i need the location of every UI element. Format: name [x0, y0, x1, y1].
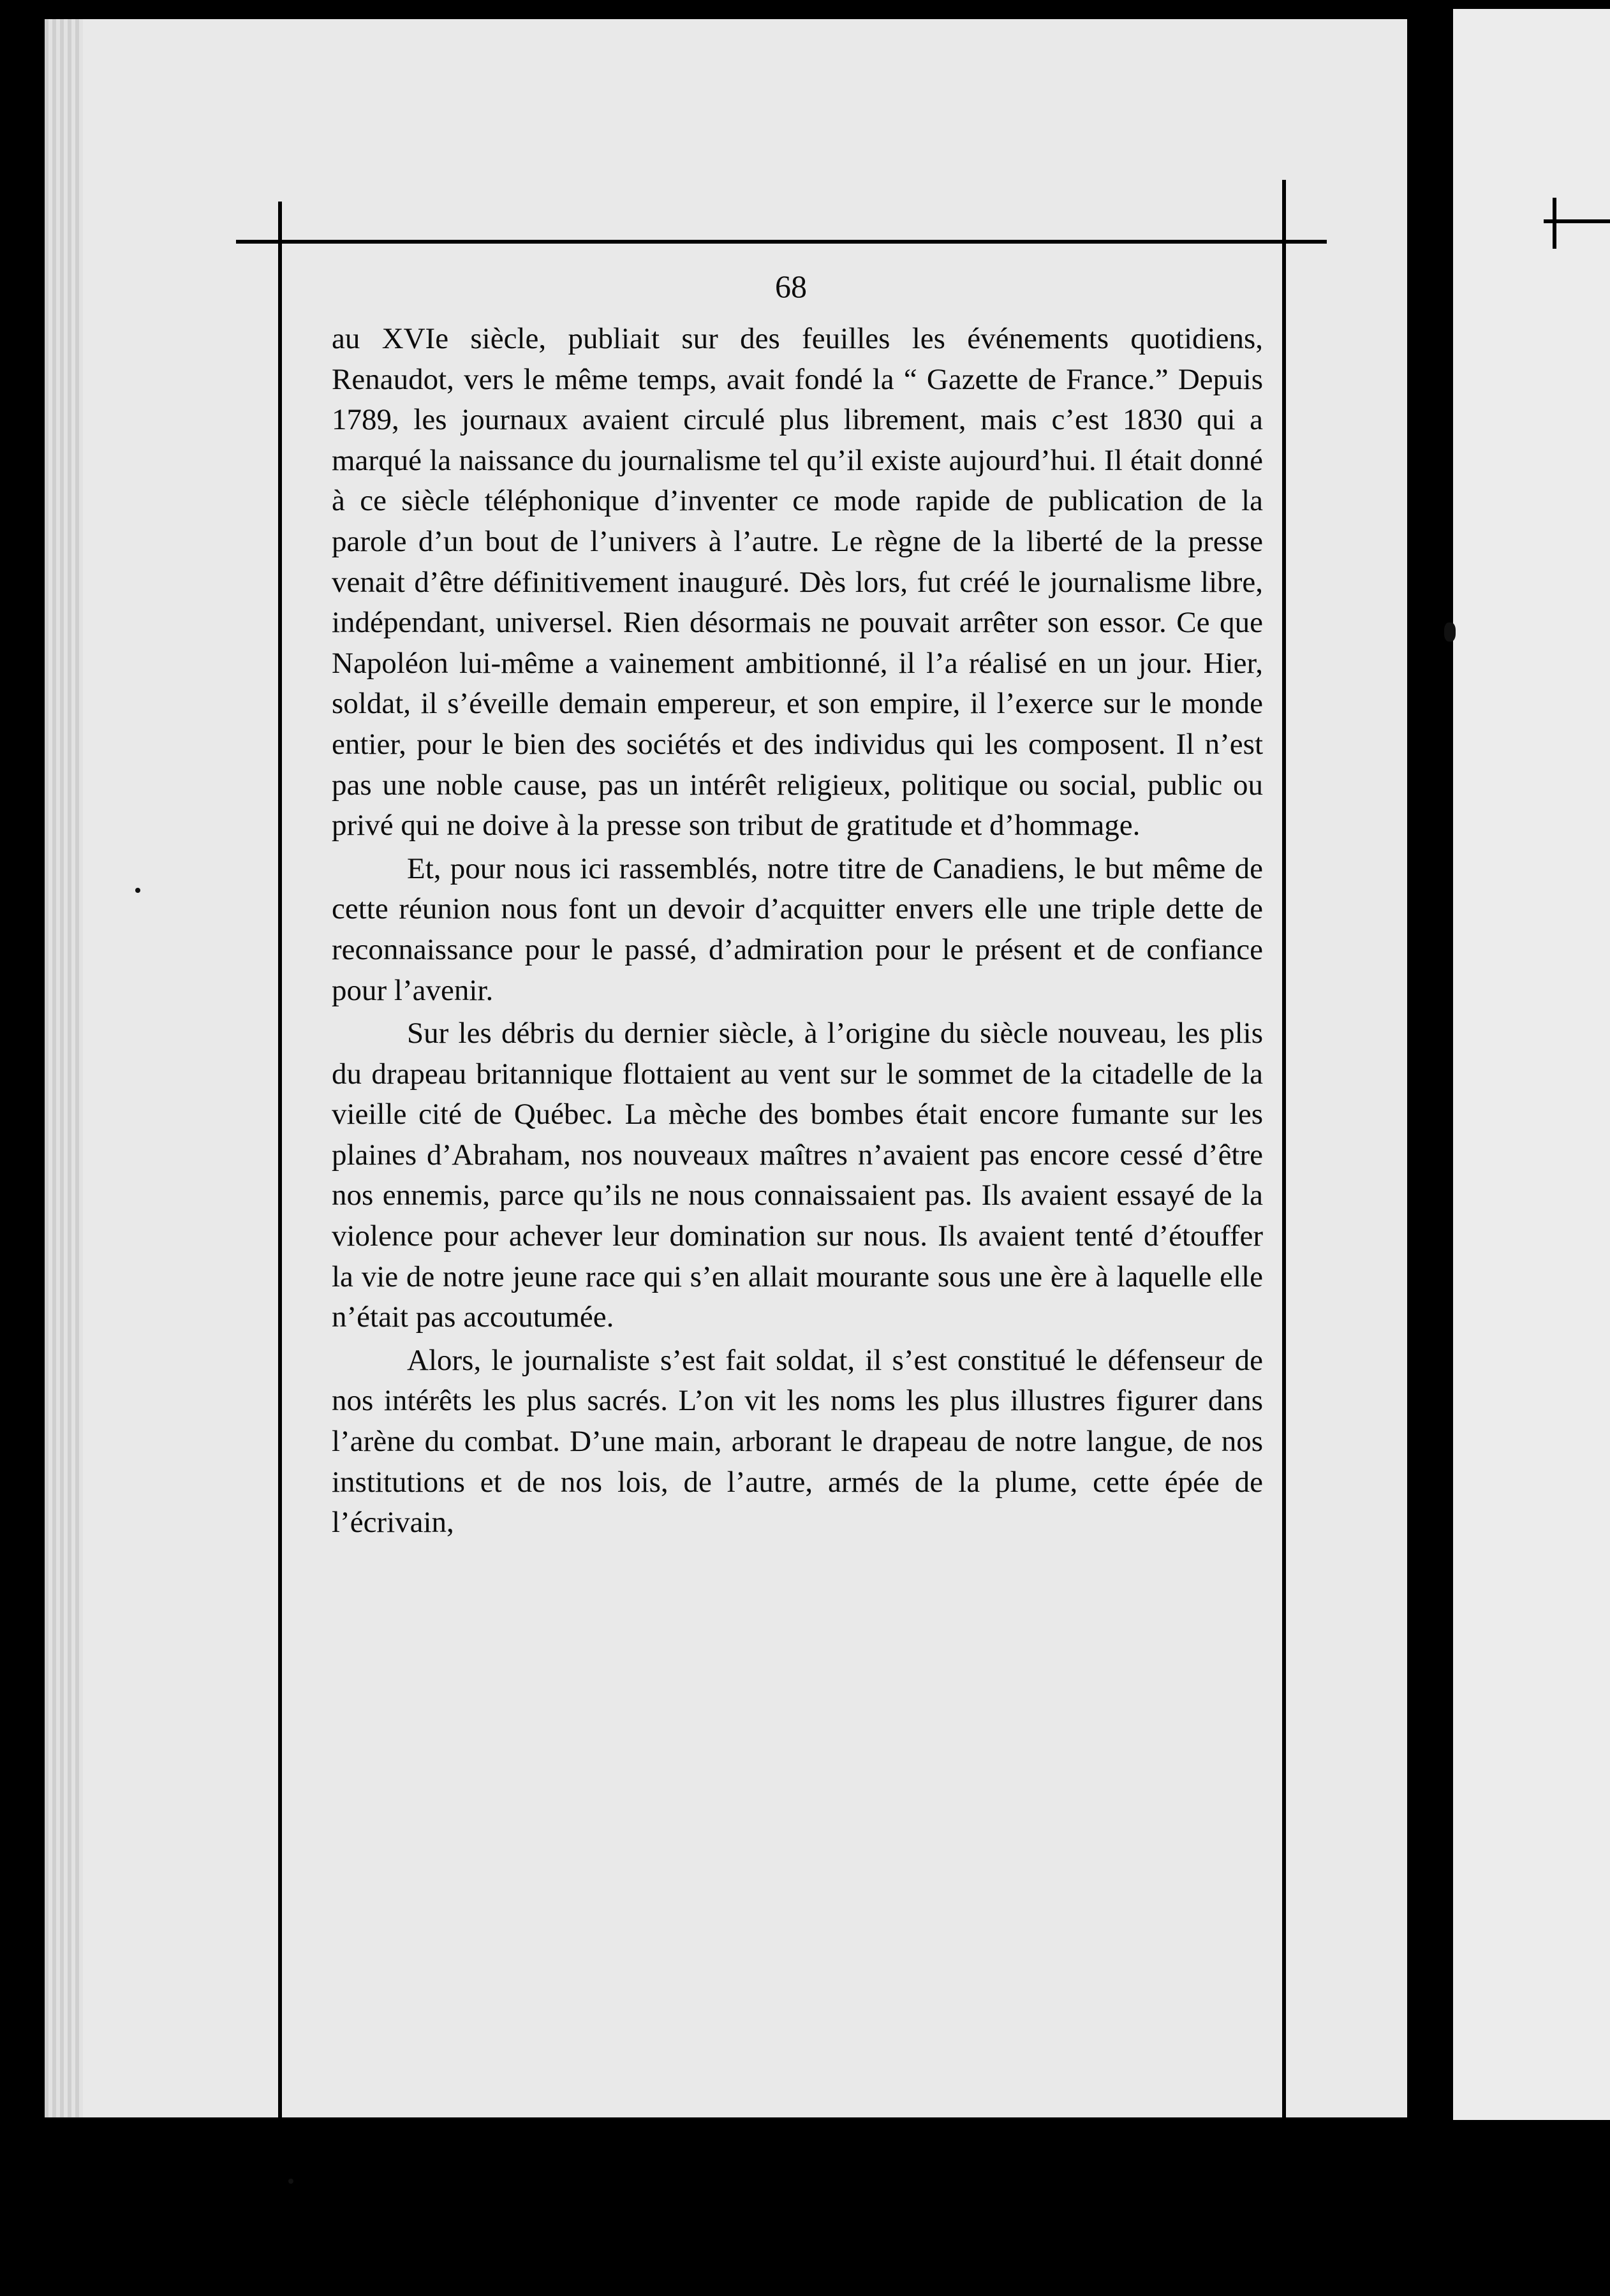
right-page-edge: [1453, 9, 1610, 2120]
ink-speck: [288, 2179, 293, 2184]
right-page-frame-bottom: [1553, 2231, 1610, 2235]
ink-speck: [135, 888, 140, 893]
page-edge: [45, 19, 83, 2117]
paragraph-4: Alors, le journaliste s’est fait soldat, il s’est constitué le défenseur de nos intérêts les plus sacrés. L’on vit les noms les plus illustres figurer dans l’arène du combat. D’une main, arborant le drapeau de notre langue, de nos institutions et de nos lois, de l’autre, armés de la plume, cette épée de l’écrivain,: [332, 1343, 1263, 1540]
frame-right-top-extension: [1282, 180, 1286, 250]
paragraph-1: au XVIe siècle, publiait sur des feuilles les événements quotidiens, Renaudot, vers le même temps, avait fondé la “ Gazette de France.” Depuis 1789, les journaux avaient circulé plus librement, mais c’est 1830 qui a marqué la naissance du journalisme tel qu’il existe aujourd’hui. Il était donné à ce siècle téléphonique d’inventer ce mode rapide de publication de la parole d’un bout de l’univers à l’autre. Le règne de la liberté de la presse venait d’être définitivement inauguré. Dès lors, fut créé le journalisme libre, indépendant, universel. Rien désormais ne pouvait arrêter son essor. Ce que Napoléon lui-même a vainement ambitionné, il l’a réalisé en un jour. Hier, soldat, il s’éveille demain empereur, et son empire, il l’exerce sur le monde entier, pour le bien des sociétés et des individus qui les composent. Il n’est pas une noble cause, pas un intérêt religieux, politique ou social, public ou privé qui ne doive à la presse son tribut de gratitude et d’hommage.: [332, 322, 1263, 843]
frame-top-rule: [236, 240, 1327, 244]
body-text: [332, 319, 1263, 1543]
frame-bottom-horizontal: [271, 2248, 1362, 2251]
page-number: 68: [775, 269, 807, 304]
frame-right-vertical: [1282, 180, 1286, 2218]
right-page-frame-vertical: [1553, 198, 1556, 249]
paragraph-3: Sur les débris du dernier siècle, à l’origine du siècle nouveau, les plis du drapeau britannique flottaient au vent sur le sommet de la citadelle de la vieille cité de Québec. La mèche des bombes était encore fumante sur les plaines d’Abraham, nos nouveaux maîtres n’avaient pas encore cessé d’être nos ennemis, parce qu’ils ne nous connaissaient pas. Ils avaient essayé de la violence pour achever leur domination sur nous. Ils avaient tenté d’étouffer la vie de notre jeune race qui s’en allait mourante sous une ère à laquelle elle n’était pas accoutumée.: [332, 1017, 1263, 1334]
frame-left-bottom-extension: [311, 2226, 315, 2296]
frame-left-vertical: [278, 202, 282, 2293]
paragraph-2: Et, pour nous ici rassemblés, notre titre de Canadiens, le but même de cette réunion nous font un devoir d’acquitter envers elle une triple dette de reconnaissance pour le passé, d’admiration pour le présent et de confiance pour l’avenir.: [332, 851, 1263, 1007]
ink-speck: [1444, 622, 1456, 642]
right-page-frame-bottom-vertical: [1563, 2207, 1567, 2258]
